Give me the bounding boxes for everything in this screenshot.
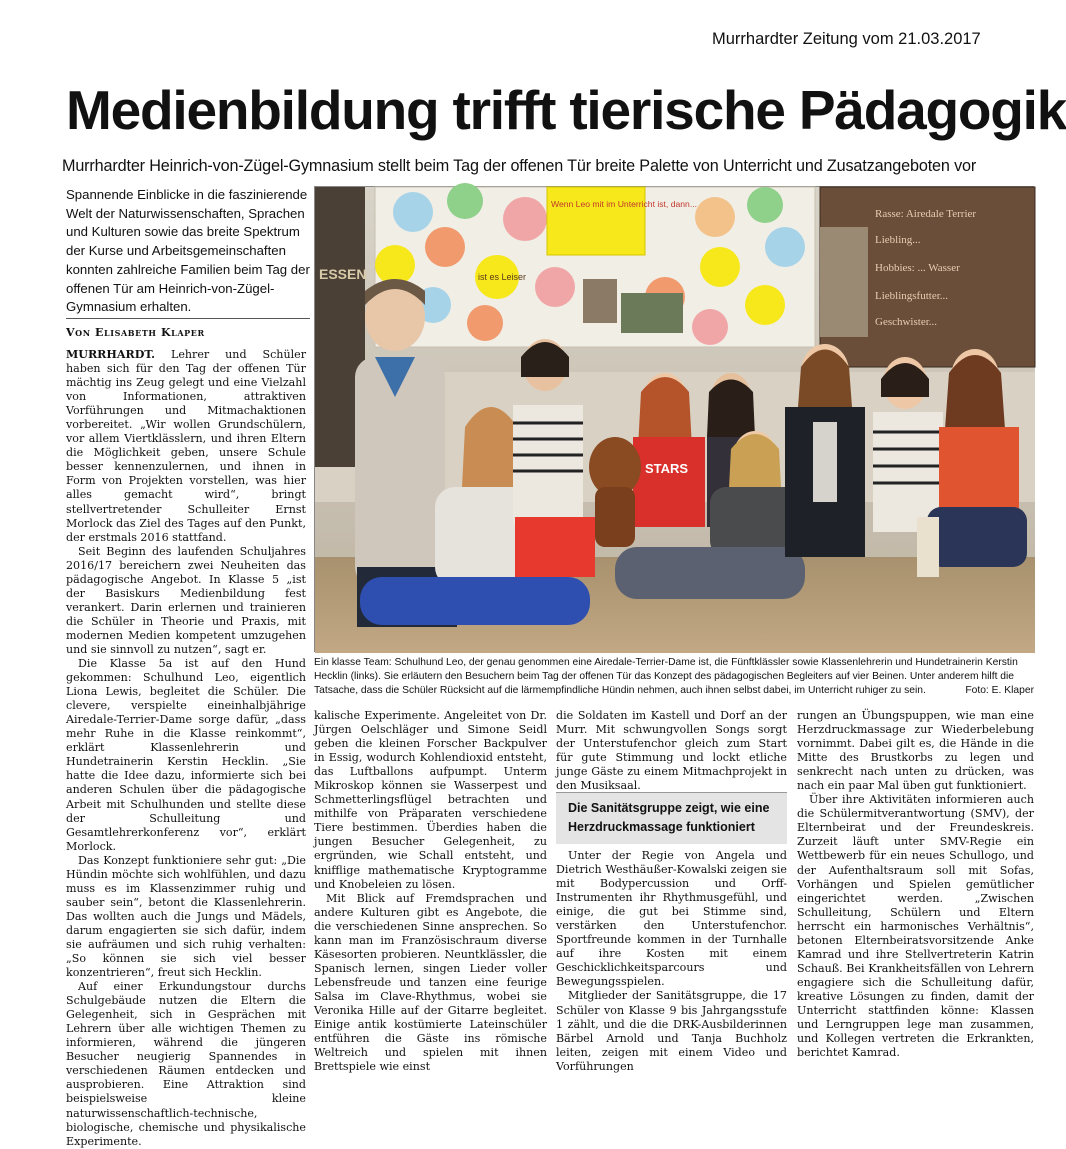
article-column-2 — [314, 709, 547, 1074]
board-text-3: Hobbies: ... Wasser — [875, 262, 960, 274]
byline: Von Elisabeth Klaper — [66, 326, 205, 339]
paragraph: kalische Experimente. Angeleitet von Dr. Jürgen Oelschläger und Simone Seidl geben die kleinen Forscher Backpulver in Essig, wodurch Kohlendioxid entsteht, das Luftballons aufpumpt. Unterm Mikroskop können sie Wasserpest und Schmetterlingsflügel betrachten und mithilfe von Präparaten verschiedene Tiere bestimmen. Überdies haben die jungen Besucher Gelegenheit, zu ergründen, wie Schall entsteht, und knifflige mathematische Kryptogramme und Knobeleien zu lösen. — [314, 709, 547, 891]
article-photo — [314, 186, 1034, 652]
headline: Medienbildung trifft tierische Pädagogik — [66, 79, 1066, 141]
paragraph: die Soldaten im Kastell und Dorf an der Murr. Mit schwungvollen Songs sorgt der Unterstufenchor gleich zum Start für gute Stimmung und lockt etliche junge Gäste zu einem Mitmachprojekt in den Musiksaal. — [556, 709, 787, 793]
poster-dot-text: ist es Leiser — [478, 272, 527, 282]
poster-main-text: Wenn Leo mit im Unterricht ist, dann... — [551, 199, 697, 209]
article-column-3 — [556, 709, 787, 1073]
board-text: Rasse: Airedale Terrier — [875, 208, 977, 220]
source-line: Murrhardter Zeitung vom 21.03.2017 — [712, 30, 981, 48]
paragraph: Mitglieder der Sanitätsgruppe, die 17 Schüler von Klasse 9 bis Jahrgangsstufe 1 zählt, und die die DRK-Ausbilderinnen Bärbel Arnold und Tanja Buchholz leiten, zeigen mit einem Video und Vorführungen — [556, 989, 787, 1073]
subhead-box: Die Sanitätsgruppe zeigt, wie eine Herzdruckmassage funktioniert — [556, 792, 787, 844]
paragraph: Seit Beginn des laufenden Schuljahres 2016/17 bereichern zwei Neuheiten das pädagogische Angebot. In Klasse 5 „ist der Basiskurs Medienbildung fest verankert. Darin erlernen und trainieren die Schüler in Theorie und Praxis, mit modernen Medien kompetent umzugehen und sie sinnvoll zu nutzen“, sagt er. — [66, 544, 306, 656]
paragraph: Mit Blick auf Fremdsprachen und andere Kulturen gibt es Angebote, die die verschiedenen Sinne ansprechen. So kann man im Französischraum diverse Käsesorten probieren. Neuntklässler, die Spanisch lernen, singen Lieder voller Lebensfreude und tanzen eine feurige Salsa im Clave-Rhythmus, wobei sie Veronika Hille auf der Gitarre begleitet. Einige antik kostümierte Lateinschüler entführen die Gäste ins römische Weltreich und spielen mit ihnen Brettspiele wie einst — [314, 891, 547, 1074]
paragraph: Über ihre Aktivitäten informieren auch die Schülermitverantwortung (SMV), der Elternbeirat und der Freundeskreis. Zurzeit läuft unter SMV-Regie ein Wettbewerb für ein neues Schullogo, und der Aufenthaltsraum soll mit Sofas, Vorhängen und Spielen gemütlicher eingerichtet werden. „Zwischen Schulleitung, Schülern und Eltern herrscht ein harmonisches Verhältnis“, betonen Elternbeiratsvorsitzende Anke Kamrad und ihre Stellvertreterin Katrin Schauß. Bei Krankheitsfällen von Lehrern engagiere sich die Schulleitung dafür, kreative Lösungen zu finden, damit der Unterricht stattfinden könne: Klassen und Lerngruppen lege man zusammen, und Kollegen vertreten die Erkrankten, berichtet Kamrad. — [797, 793, 1034, 1060]
paragraph: Das Konzept funktioniere sehr gut: „Die Hündin möchte sich wohlfühlen, und dazu muss es im Klassenzimmer ruhig und sauber sein“, betont die Klassenlehrerin. Das wollten auch die Jungs und Mädels, darum engagierten sie sich dafür, indem sie aufräumen und sich ruhig verhalten: „So können sie sich viel besser konzentrieren“, freut sich Hecklin. — [66, 853, 306, 980]
paragraph: Die Klasse 5a ist auf den Hund gekommen: Schulhund Leo, eigentlich Liona Lewis, begleitet die Schüler. Die clevere, verspielte eineinhalbjährige Airedale-Terrier-Dame sorge dafür, „dass mehr Ruhe in die Klasse reinkommt“, erklärt Klassenlehrerin und Hundetrainerin Kerstin Hecklin. „Sie hatte die Idee dazu, informierte sich bei anderen Schulen über die pädagogische Arbeit mit Schulhunden und stellte diese der Schulleitung und Gesamtlehrerkonferenz vor“, erklärt Morlock. — [66, 657, 306, 853]
paragraph: rungen an Übungspuppen, wie man eine Herzdruckmassage zur Wiederbelebung vornimmt. Dabei gilt es, die Hände in die Mitte des Brustkorbs zu legen und senkrecht nach unten zu drücken, was nach ein paar Mal üben gut funktioniert. — [797, 709, 1034, 793]
column-3-lower — [556, 849, 787, 1074]
article-column-1 — [66, 348, 307, 1148]
subheadline: Murrhardter Heinrich-von-Zügel-Gymnasium stellt beim Tag der offenen Tür breite Palette von Unterricht und Zusatzangeboten vor — [62, 157, 977, 175]
sign-left: ESSEN — [319, 266, 367, 282]
photo-caption — [314, 656, 1034, 698]
intro-text: Spannende Einblicke in die faszinierende Welt der Naturwissenschaften, Sprachen und Kulturen sowie das breite Spektrum der Kurse und Arbeitsgemeinschaften konnten zahlreiche Familien beim Tag der offenen Tür am Heinrich-von-Zügel-Gymnasium erhalten. — [66, 187, 310, 315]
board-text-4: Lieblingsfutter... — [875, 290, 949, 302]
shirt-text: STARS — [645, 461, 689, 476]
board-text-2: Liebling... — [875, 234, 921, 246]
dateline: MURRHARDT. — [66, 348, 156, 361]
paragraph: Unter der Regie von Angela und Dietrich Westhäußer-Kowalski zeigen sie mit Bodypercussion und Orff-Instrumenten ihr Rhythmusgefühl, und einige, die gut bei Stimme sind, verstärken den Unterstufenchor. Sportfreunde kommen in der Turnhalle auf ihre Kosten mit einem Geschicklichkeitsparcours und Bewegungsspielen. — [556, 849, 787, 989]
paragraph: Auf einer Erkundungstour durchs Schulgebäude nutzen die Eltern die Gelegenheit, sich in Gesprächen mit Lehrern über alle wichtigen Themen zu informieren, während die jüngeren Besucher neugierig Spannendes in verschiedenen Räumen entdecken und ausprobieren. Eine Attraktion sind beispielsweise kleine naturwissenschaftlich-technische, biologische, chemische und physikalische Experimente. — [66, 980, 306, 1148]
board-text-5: Geschwister... — [875, 316, 938, 328]
byline-divider — [66, 318, 310, 319]
article-column-4 — [797, 709, 1034, 1060]
paragraph: MURRHARDT. Lehrer und Schüler haben sich für den Tag der offenen Tür mächtig ins Zeug gelegt und eine Vielzahl von Informationen, attraktiven Vorführungen und Mitmachaktionen vorbereitet. „Wir wollen Grundschülern, vor allem Viertklässlern, und ihren Eltern die Möglichkeit geben, unsere Schule besser kennenzulernen, und ihnen in Form von Projekten vorstellen, was hier alles gemacht wird“, bringt stellvertretender Schulleiter Ernst Morlock das Ziel des Tages auf den Punkt, der erstmals 2016 stattfand. — [66, 348, 307, 544]
caption-text: Ein klasse Team: Schulhund Leo, der genau genommen eine Airedale-Terrier-Dame ist, die Fünftklässler sowie Klassenlehrerin und Hundetrainerin Kerstin Hecklin (links). Sie erläutern den Besuchern beim Tag der offenen Tür das Konzept des pädagogischen Begleiters auf vier Beinen. Unter anderem hilft die Tatsache, dass die Schüler Rücksicht auf die lärmempfindliche Hündin nehmen, auch ihnen selbst dabei, im Unterricht ruhiger zu sein. — [314, 657, 1018, 696]
photo-credit: Foto: E. Klaper — [965, 685, 1034, 696]
